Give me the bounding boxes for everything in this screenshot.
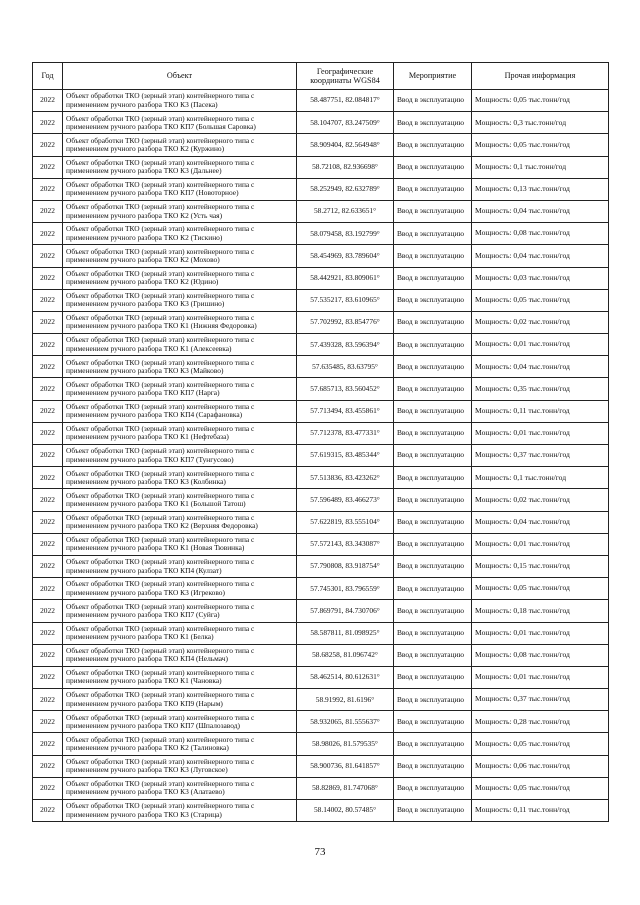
- cell-coords: 57.685713, 83.560452°: [297, 378, 394, 400]
- cell-info: Мощность: 0,37 тыс.тонн/год: [472, 445, 609, 467]
- cell-object: Объект обработки ТКО (зерный этап) контейнерного типа с применением ручного разбора ТКО КП4 (Кулзат): [63, 555, 297, 577]
- cell-event: Ввод в эксплуатацию: [394, 334, 472, 356]
- table-body: [33, 90, 609, 822]
- cell-event: Ввод в эксплуатацию: [394, 445, 472, 467]
- cell-info: Мощность: 0,02 тыс.тонн/год: [472, 311, 609, 333]
- cell-coords: 58.909404, 82.564948°: [297, 134, 394, 156]
- cell-info: Мощность: 0,37 тыс.тонн/год: [472, 689, 609, 711]
- cell-coords: 58.14002, 80.57485°: [297, 800, 394, 822]
- cell-year: 2022: [33, 445, 63, 467]
- cell-event: Ввод в эксплуатацию: [394, 400, 472, 422]
- cell-year: 2022: [33, 378, 63, 400]
- cell-year: 2022: [33, 245, 63, 267]
- header-object: Объект: [63, 63, 297, 90]
- cell-object: Объект обработки ТКО (зерный этап) контейнерного типа с применением ручного разбора ТКО К1 (Нижняя Федоровка): [63, 311, 297, 333]
- cell-object: Объект обработки ТКО (зерный этап) контейнерного типа с применением ручного разбора ТКО К3 (Игреково): [63, 578, 297, 600]
- table-row: [33, 733, 609, 755]
- cell-info: Мощность: 0,11 тыс.тонн/год: [472, 800, 609, 822]
- cell-coords: 57.635485, 83.63795°: [297, 356, 394, 378]
- table-row: [33, 445, 609, 467]
- table-row: [33, 267, 609, 289]
- cell-object: Объект обработки ТКО (зерный этап) контейнерного типа с применением ручного разбора ТКО К1 (Чановка): [63, 666, 297, 688]
- cell-object: Объект обработки ТКО (зерный этап) контейнерного типа с применением ручного разбора ТКО КП4 (Нельмач): [63, 644, 297, 666]
- table-row: [33, 578, 609, 600]
- cell-event: Ввод в эксплуатацию: [394, 245, 472, 267]
- cell-coords: 58.91992, 81.6196°: [297, 689, 394, 711]
- table-row: [33, 489, 609, 511]
- cell-event: Ввод в эксплуатацию: [394, 800, 472, 822]
- cell-year: 2022: [33, 578, 63, 600]
- cell-year: 2022: [33, 267, 63, 289]
- cell-coords: 58.900736, 81.641857°: [297, 755, 394, 777]
- cell-event: Ввод в эксплуатацию: [394, 267, 472, 289]
- cell-event: Ввод в эксплуатацию: [394, 112, 472, 134]
- cell-coords: 57.596489, 83.466273°: [297, 489, 394, 511]
- table-row: [33, 666, 609, 688]
- facilities-table: [32, 62, 609, 822]
- cell-year: 2022: [33, 134, 63, 156]
- table-row: [33, 467, 609, 489]
- cell-object: Объект обработки ТКО (зерный этап) контейнерного типа с применением ручного разбора ТКО К3 (Пасека): [63, 90, 297, 112]
- document-page: [32, 62, 608, 822]
- cell-info: Мощность: 0,3 тыс.тонн/год: [472, 112, 609, 134]
- cell-info: Мощность: 0,02 тыс.тонн/год: [472, 489, 609, 511]
- table-row: [33, 200, 609, 222]
- table-row: [33, 223, 609, 245]
- cell-year: 2022: [33, 666, 63, 688]
- cell-event: Ввод в эксплуатацию: [394, 134, 472, 156]
- cell-coords: 58.104707, 83.247509°: [297, 112, 394, 134]
- cell-coords: 57.790808, 83.918754°: [297, 555, 394, 577]
- cell-year: 2022: [33, 90, 63, 112]
- cell-object: Объект обработки ТКО (зерный этап) контейнерного типа с применением ручного разбора ТКО КП9 (Нарым): [63, 689, 297, 711]
- cell-info: Мощность: 0,04 тыс.тонн/год: [472, 245, 609, 267]
- cell-event: Ввод в эксплуатацию: [394, 733, 472, 755]
- cell-event: Ввод в эксплуатацию: [394, 356, 472, 378]
- table-row: [33, 422, 609, 444]
- cell-object: Объект обработки ТКО (зерный этап) контейнерного типа с применением ручного разбора ТКО К3 (Алатаево): [63, 777, 297, 799]
- cell-year: 2022: [33, 311, 63, 333]
- cell-info: Мощность: 0,05 тыс.тонн/год: [472, 90, 609, 112]
- cell-event: Ввод в эксплуатацию: [394, 711, 472, 733]
- cell-coords: 57.535217, 83.610965°: [297, 289, 394, 311]
- cell-event: Ввод в эксплуатацию: [394, 644, 472, 666]
- cell-event: Ввод в эксплуатацию: [394, 555, 472, 577]
- cell-year: 2022: [33, 777, 63, 799]
- cell-year: 2022: [33, 356, 63, 378]
- cell-info: Мощность: 0,01 тыс.тонн/год: [472, 666, 609, 688]
- table-row: [33, 755, 609, 777]
- cell-object: Объект обработки ТКО (зерный этап) контейнерного типа с применением ручного разбора ТКО КП7 (Суйга): [63, 600, 297, 622]
- cell-info: Мощность: 0,08 тыс.тонн/год: [472, 223, 609, 245]
- cell-object: Объект обработки ТКО (зерный этап) контейнерного типа с применением ручного разбора ТКО К2 (Юдино): [63, 267, 297, 289]
- cell-event: Ввод в эксплуатацию: [394, 90, 472, 112]
- table-row: [33, 245, 609, 267]
- cell-coords: 58.932065, 81.555637°: [297, 711, 394, 733]
- cell-event: Ввод в эксплуатацию: [394, 467, 472, 489]
- cell-coords: 58.2712, 82.633651°: [297, 200, 394, 222]
- cell-info: Мощность: 0,04 тыс.тонн/год: [472, 200, 609, 222]
- cell-info: Мощность: 0,18 тыс.тонн/год: [472, 600, 609, 622]
- cell-coords: 57.745301, 83.796559°: [297, 578, 394, 600]
- cell-coords: 57.712378, 83.477331°: [297, 422, 394, 444]
- cell-year: 2022: [33, 533, 63, 555]
- table-row: [33, 334, 609, 356]
- cell-object: Объект обработки ТКО (зерный этап) контейнерного типа с применением ручного разбора ТКО К1 (Большой Татош): [63, 489, 297, 511]
- cell-info: Мощность: 0,05 тыс.тонн/год: [472, 134, 609, 156]
- cell-event: Ввод в эксплуатацию: [394, 311, 472, 333]
- cell-coords: 58.68258, 81.096742°: [297, 644, 394, 666]
- cell-coords: 58.462514, 80.612631°: [297, 666, 394, 688]
- cell-object: Объект обработки ТКО (зерный этап) контейнерного типа с применением ручного разбора ТКО К1 (Новая Тювинка): [63, 533, 297, 555]
- cell-coords: 57.713494, 83.455861°: [297, 400, 394, 422]
- cell-info: Мощность: 0,15 тыс.тонн/год: [472, 555, 609, 577]
- table-row: [33, 311, 609, 333]
- table-row: [33, 156, 609, 178]
- cell-year: 2022: [33, 800, 63, 822]
- cell-object: Объект обработки ТКО (зерный этап) контейнерного типа с применением ручного разбора ТКО К1 (Алексеевка): [63, 334, 297, 356]
- cell-year: 2022: [33, 334, 63, 356]
- cell-info: Мощность: 0,05 тыс.тонн/год: [472, 289, 609, 311]
- cell-info: Мощность: 0,03 тыс.тонн/год: [472, 267, 609, 289]
- cell-object: Объект обработки ТКО (зерный этап) контейнерного типа с применением ручного разбора ТКО К3 (Старица): [63, 800, 297, 822]
- table-row: [33, 400, 609, 422]
- cell-year: 2022: [33, 223, 63, 245]
- cell-year: 2022: [33, 511, 63, 533]
- cell-year: 2022: [33, 489, 63, 511]
- cell-event: Ввод в эксплуатацию: [394, 489, 472, 511]
- cell-object: Объект обработки ТКО (зерный этап) контейнерного типа с применением ручного разбора ТКО К2 (Талиновка): [63, 733, 297, 755]
- cell-info: Мощность: 0,05 тыс.тонн/год: [472, 777, 609, 799]
- cell-year: 2022: [33, 622, 63, 644]
- table-row: [33, 90, 609, 112]
- table-row: [33, 378, 609, 400]
- cell-object: Объект обработки ТКО (зерный этап) контейнерного типа с применением ручного разбора ТКО КП7 (Большая Саровка): [63, 112, 297, 134]
- cell-object: Объект обработки ТКО (зерный этап) контейнерного типа с применением ручного разбора ТКО К1 (Белка): [63, 622, 297, 644]
- cell-object: Объект обработки ТКО (зерный этап) контейнерного типа с применением ручного разбора ТКО К2 (Тискино): [63, 223, 297, 245]
- cell-coords: 58.079458, 83.192799°: [297, 223, 394, 245]
- cell-year: 2022: [33, 644, 63, 666]
- cell-year: 2022: [33, 112, 63, 134]
- cell-object: Объект обработки ТКО (зерный этап) контейнерного типа с применением ручного разбора ТКО КП7 (Тунгусово): [63, 445, 297, 467]
- cell-info: Мощность: 0,08 тыс.тонн/год: [472, 644, 609, 666]
- table-row: [33, 533, 609, 555]
- cell-coords: 57.622819, 83.555104°: [297, 511, 394, 533]
- cell-year: 2022: [33, 689, 63, 711]
- cell-event: Ввод в эксплуатацию: [394, 533, 472, 555]
- cell-event: Ввод в эксплуатацию: [394, 200, 472, 222]
- cell-coords: 58.82869, 81.747068°: [297, 777, 394, 799]
- cell-coords: 57.572143, 83.343087°: [297, 533, 394, 555]
- cell-object: Объект обработки ТКО (зерный этап) контейнерного типа с применением ручного разбора ТКО К3 (Луговское): [63, 755, 297, 777]
- cell-info: Мощность: 0,28 тыс.тонн/год: [472, 711, 609, 733]
- table-row: [33, 800, 609, 822]
- cell-info: Мощность: 0,01 тыс.тонн/год: [472, 422, 609, 444]
- cell-event: Ввод в эксплуатацию: [394, 378, 472, 400]
- cell-year: 2022: [33, 467, 63, 489]
- cell-object: Объект обработки ТКО (зерный этап) контейнерного типа с применением ручного разбора ТКО КП4 (Сарафановка): [63, 400, 297, 422]
- cell-object: Объект обработки ТКО (зерный этап) контейнерного типа с применением ручного разбора ТКО К3 (Дальнее): [63, 156, 297, 178]
- cell-event: Ввод в эксплуатацию: [394, 289, 472, 311]
- cell-year: 2022: [33, 555, 63, 577]
- cell-year: 2022: [33, 156, 63, 178]
- cell-info: Мощность: 0,1 тыс.тонн/год: [472, 467, 609, 489]
- cell-object: Объект обработки ТКО (зерный этап) контейнерного типа с применением ручного разбора ТКО К3 (Майково): [63, 356, 297, 378]
- cell-coords: 58.252949, 82.632789°: [297, 178, 394, 200]
- cell-event: Ввод в эксплуатацию: [394, 156, 472, 178]
- cell-info: Мощность: 0,01 тыс.тонн/год: [472, 334, 609, 356]
- cell-coords: 58.98026, 81.579535°: [297, 733, 394, 755]
- cell-event: Ввод в эксплуатацию: [394, 223, 472, 245]
- cell-info: Мощность: 0,1 тыс.тонн/год: [472, 156, 609, 178]
- cell-coords: 57.619315, 83.485344°: [297, 445, 394, 467]
- cell-info: Мощность: 0,04 тыс.тонн/год: [472, 356, 609, 378]
- table-row: [33, 134, 609, 156]
- cell-object: Объект обработки ТКО (зерный этап) контейнерного типа с применением ручного разбора ТКО К2 (Усть чая): [63, 200, 297, 222]
- cell-coords: 58.72108, 82.936698°: [297, 156, 394, 178]
- cell-info: Мощность: 0,01 тыс.тонн/год: [472, 533, 609, 555]
- cell-object: Объект обработки ТКО (зерный этап) контейнерного типа с применением ручного разбора ТКО К1 (Нефтебаза): [63, 422, 297, 444]
- cell-object: Объект обработки ТКО (зерный этап) контейнерного типа с применением ручного разбора ТКО КП7 (Нарга): [63, 378, 297, 400]
- table-row: [33, 689, 609, 711]
- cell-coords: 57.513836, 83.423262°: [297, 467, 394, 489]
- header-year: Год: [33, 63, 63, 90]
- cell-event: Ввод в эксплуатацию: [394, 689, 472, 711]
- cell-object: Объект обработки ТКО (зерный этап) контейнерного типа с применением ручного разбора ТКО К3 (Колбинка): [63, 467, 297, 489]
- cell-coords: 57.439328, 83.596394°: [297, 334, 394, 356]
- cell-event: Ввод в эксплуатацию: [394, 578, 472, 600]
- cell-year: 2022: [33, 422, 63, 444]
- cell-year: 2022: [33, 178, 63, 200]
- cell-coords: 57.702992, 83.854776°: [297, 311, 394, 333]
- cell-year: 2022: [33, 400, 63, 422]
- header-coords: Географические координаты WGS84: [297, 63, 394, 90]
- header-info: Прочая информация: [472, 63, 609, 90]
- cell-object: Объект обработки ТКО (зерный этап) контейнерного типа с применением ручного разбора ТКО КП7 (Шпалозавод): [63, 711, 297, 733]
- cell-coords: 58.454969, 83.789604°: [297, 245, 394, 267]
- cell-info: Мощность: 0,01 тыс.тонн/год: [472, 622, 609, 644]
- cell-info: Мощность: 0,05 тыс.тонн/год: [472, 733, 609, 755]
- table-row: [33, 777, 609, 799]
- cell-year: 2022: [33, 733, 63, 755]
- cell-year: 2022: [33, 711, 63, 733]
- table-header-row: [33, 63, 609, 90]
- cell-year: 2022: [33, 600, 63, 622]
- header-event: Мероприятие: [394, 63, 472, 90]
- cell-info: Мощность: 0,05 тыс.тонн/год: [472, 578, 609, 600]
- page-number: 73: [314, 846, 326, 858]
- cell-event: Ввод в эксплуатацию: [394, 755, 472, 777]
- cell-object: Объект обработки ТКО (зерный этап) контейнерного типа с применением ручного разбора ТКО К2 (Куржино): [63, 134, 297, 156]
- table-row: [33, 555, 609, 577]
- cell-coords: 58.442921, 83.809061°: [297, 267, 394, 289]
- cell-year: 2022: [33, 289, 63, 311]
- table-row: [33, 511, 609, 533]
- table-row: [33, 622, 609, 644]
- cell-event: Ввод в эксплуатацию: [394, 178, 472, 200]
- cell-info: Мощность: 0,35 тыс.тонн/год: [472, 378, 609, 400]
- cell-object: Объект обработки ТКО (зерный этап) контейнерного типа с применением ручного разбора ТКО К3 (Гришино): [63, 289, 297, 311]
- table-row: [33, 711, 609, 733]
- cell-event: Ввод в эксплуатацию: [394, 666, 472, 688]
- cell-event: Ввод в эксплуатацию: [394, 511, 472, 533]
- cell-info: Мощность: 0,11 тыс.тонн/год: [472, 400, 609, 422]
- cell-year: 2022: [33, 200, 63, 222]
- cell-event: Ввод в эксплуатацию: [394, 622, 472, 644]
- cell-year: 2022: [33, 755, 63, 777]
- cell-info: Мощность: 0,04 тыс.тонн/год: [472, 511, 609, 533]
- table-row: [33, 289, 609, 311]
- cell-object: Объект обработки ТКО (зерный этап) контейнерного типа с применением ручного разбора ТКО КП7 (Новоторное): [63, 178, 297, 200]
- table-row: [33, 644, 609, 666]
- cell-event: Ввод в эксплуатацию: [394, 422, 472, 444]
- table-row: [33, 178, 609, 200]
- cell-coords: 58.587811, 81.098925°: [297, 622, 394, 644]
- cell-info: Мощность: 0,06 тыс.тонн/год: [472, 755, 609, 777]
- cell-coords: 57.869791, 84.730706°: [297, 600, 394, 622]
- cell-coords: 58.487751, 82.084817°: [297, 90, 394, 112]
- table-row: [33, 112, 609, 134]
- cell-info: Мощность: 0,13 тыс.тонн/год: [472, 178, 609, 200]
- cell-event: Ввод в эксплуатацию: [394, 777, 472, 799]
- cell-object: Объект обработки ТКО (зерный этап) контейнерного типа с применением ручного разбора ТКО К2 (Верхняя Федоровка): [63, 511, 297, 533]
- cell-event: Ввод в эксплуатацию: [394, 600, 472, 622]
- table-row: [33, 356, 609, 378]
- cell-object: Объект обработки ТКО (зерный этап) контейнерного типа с применением ручного разбора ТКО К2 (Мохово): [63, 245, 297, 267]
- table-row: [33, 600, 609, 622]
